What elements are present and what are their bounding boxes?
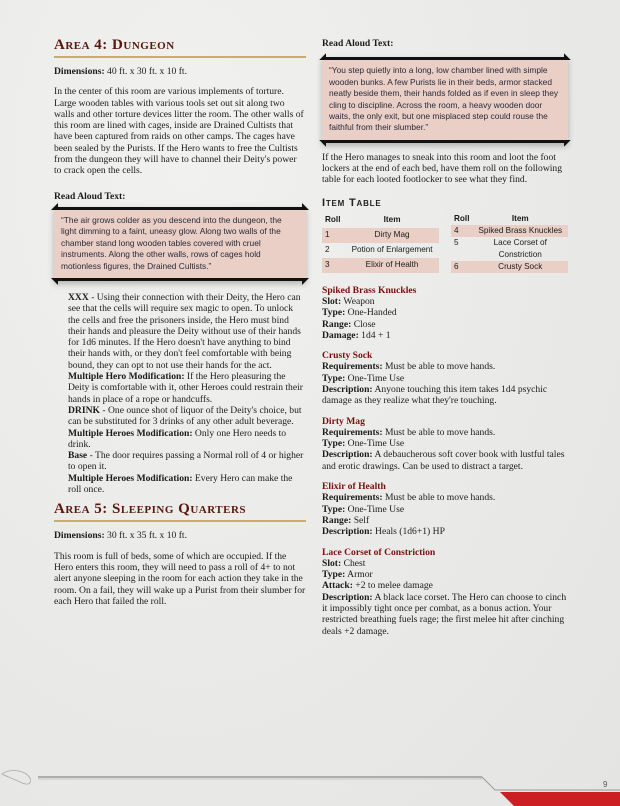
item-entries (322, 285, 568, 637)
option: XXX - Using their connection with their Deity, the Hero can see that the cells will require sex magic to open. To unlock the cells and free the prisoners inside, the Hero must bind their hands and pleasure the Deity without use of their hands for 1d6 minutes. If the Hero doesn't have anything to bind their hands with, or they don't feel comfortable with being bound, they can opt to not use their hands for the act. (68, 292, 301, 371)
option: Base - The door requires passing a Normal roll of 4 or higher to open it. (68, 450, 304, 473)
area5-read-aloud-box (322, 57, 568, 142)
item-entry: Dirty Mag Requirements: Must be able to move hands. Type: One-Time Use Description: A debaucherous soft cover book with lustful tales and erotic drawings. Can be used to distract a target. (322, 415, 565, 472)
area5-dimensions: Dimensions: 30 ft. x 35 ft. x 10 ft. (54, 530, 187, 542)
left-column (54, 36, 306, 607)
item-table-left: Roll Item 1 Dirty Mag 2 Potion of Enlargement 3 Elixir of Health (322, 213, 439, 273)
area4-read-aloud-text: “The air grows colder as you descend into the dungeon, the light dimming to a faint, uneasy glow. Along two walls of the chamber stand long wooden tables covered with cruel instruments. Along the other walls, rows of cages hold motionless figures, the Drained Cultists.” (61, 214, 282, 271)
right-column (322, 38, 568, 637)
loot-text: If the Hero manages to sneak into this room and loot the foot lockers at the end of each bed, have them roll on the following table for each looted footlocker to see what they find. (322, 151, 563, 186)
item-table (322, 213, 568, 273)
area5-heading: Area 5: Sleeping Quarters (54, 500, 306, 522)
item-entry: Lace Corset of Constriction Slot: Chest Type: Armor Attack: +2 to melee damage Description: A black lace corset. The Hero can choose to cinch it impossibly tight once per combat, as a bonus action. Your restricted breathing fuels rage; the first melee hit after cinching deals +2 damage. (322, 546, 567, 637)
area4-description: In the center of this room are various implements of torture. Large wooden tables with various tools set out sit along two walls and other torture devices litter the room. The other walls of this room are lined with cages, inside are Drained Cultists that have been captured from raids on other camps. The cages have been sealed by the Purists. If the Hero wants to free the Cultists from the dungeon they will have to channel their Deity's power to crack open the cells. (54, 86, 304, 177)
item-table-right: Roll Item 4 Spiked Brass Knuckles 5 Lace Corset of Constriction 6 Crusty Sock (451, 213, 568, 273)
table-row: 3 Elixir of Health (322, 258, 439, 273)
item-entry: Elixir of Health Requirements: Must be able to move hands. Type: One-Time Use Range: Self Description: Heals (1d6+1) HP (322, 481, 496, 538)
area4-read-aloud-box (54, 207, 306, 281)
area5-read-aloud-label: Read Aloud Text: (322, 38, 394, 49)
area4-dimensions: Dimensions: 40 ft. x 30 ft. x 10 ft. (54, 66, 187, 77)
option: Multiple Heroes Modification: Every Hero can make the roll once. (68, 472, 293, 496)
table-row: 4 Spiked Brass Knuckles (451, 225, 568, 237)
item-table-heading: Item Table (322, 196, 382, 209)
area4-heading: Area 4: Dungeon (54, 36, 306, 58)
table-row: 5 Lace Corset of Constriction (454, 237, 547, 259)
area5-description: This room is full of beds, some of which are occupied. If the Hero enters this room, they will need to pass a roll of 4+ to not alert anyone sleeping in the room for each action they take in the room. On a fail, they will wake up a Purist from their slumber for each Hero that failed the roll. (54, 550, 306, 607)
area4-read-aloud-label: Read Aloud Text: (54, 190, 126, 202)
table-row: 2 Potion of Enlargement (325, 245, 433, 255)
item-entry: Spiked Brass Knuckles Slot: Weapon Type: One-Handed Range: Close Damage: 1d4 + 1 (322, 284, 417, 341)
footer-decoration (0, 762, 620, 806)
table-row: 1 Dirty Mag (322, 228, 439, 243)
option: DRINK - One ounce shot of liquor of the Deity's choice, but can be substituted for 3 drinks of any other adult beverage. (68, 404, 302, 428)
page-number: 9 (603, 780, 608, 789)
area5-read-aloud-text: “You step quietly into a long, low chamber lined with simple wooden bunks. A few Purists lie in their beds, armor stacked neatly beside them, their hands folded as if even in sleep they cling to discipline. Across the room, a heavy wooden door waits, the only exit, but one misplaced step could rouse the faithful from their slumber.” (329, 65, 559, 133)
item-entry: Crusty Sock Requirements: Must be able to move hands. Type: One-Time Use Description: Anyone touching this item takes 1d4 psychic damage as they realize what they're touching. (322, 350, 548, 407)
page-corner (500, 792, 620, 806)
table-row: 6 Crusty Sock (451, 261, 568, 273)
option: Multiple Hero Modification: If the Hero pleasuring the Deity is comfortable with it, other Heroes could restrain their hands in place of a rope or handcuffs. (68, 371, 303, 405)
area4-options (54, 292, 306, 495)
option: Multiple Heroes Modification: Only one Hero needs to drink. (68, 427, 287, 450)
